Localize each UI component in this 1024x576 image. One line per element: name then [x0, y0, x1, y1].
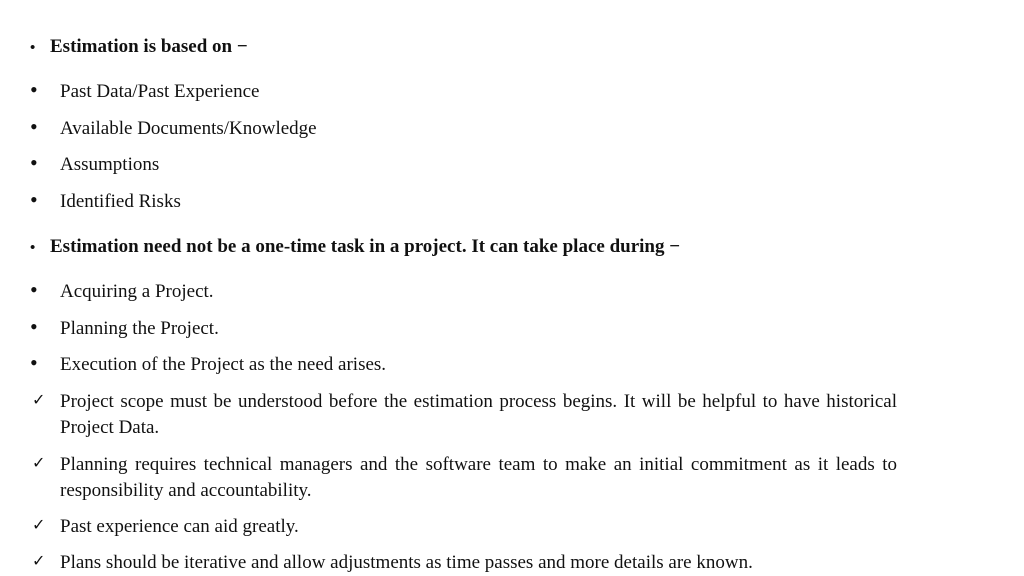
- check-item: [30, 452, 897, 504]
- list-item: [30, 152, 897, 178]
- check-item: [30, 389, 897, 441]
- checkmark-icon: ✓: [32, 551, 46, 570]
- check-item: [30, 514, 897, 540]
- check-item: [30, 550, 897, 576]
- list-item-text: Execution of the Project as the need arises.: [60, 354, 387, 375]
- section2-heading-text: Estimation need not be a one-time task in a project. It can take place during −: [50, 236, 681, 257]
- check-item-text: Plans should be iterative and allow adjustments as time passes and more details are known.: [60, 552, 753, 573]
- list-item: [30, 279, 897, 305]
- bullet-icon: •: [30, 314, 38, 339]
- checkmark-icon: ✓: [32, 515, 46, 534]
- bullet-icon: •: [30, 240, 36, 256]
- list-item-text: Acquiring a Project.: [60, 281, 214, 302]
- bullet-icon: •: [30, 187, 38, 212]
- checkmark-icon: ✓: [32, 390, 46, 409]
- bullet-icon: •: [30, 40, 36, 56]
- section1-heading-text: Estimation is based on −: [50, 36, 248, 57]
- check-item-text: Project scope must be understood before the estimation process begins. It will be helpful to have historical Project Data.: [60, 391, 897, 438]
- list-item-text: Identified Risks: [60, 191, 181, 212]
- list-item-text: Past Data/Past Experience: [60, 81, 260, 102]
- list-item-text: Planning the Project.: [60, 318, 219, 339]
- bullet-icon: •: [30, 277, 38, 302]
- list-item: [30, 189, 897, 215]
- checkmark-icon: ✓: [32, 453, 46, 472]
- bullet-icon: •: [30, 77, 38, 102]
- bullet-icon: •: [30, 114, 38, 139]
- bullet-icon: •: [30, 150, 38, 175]
- section2-heading: [30, 236, 680, 259]
- list-item: [30, 116, 897, 142]
- list-item: [30, 316, 897, 342]
- bullet-icon: •: [30, 350, 38, 375]
- list-item-text: Available Documents/Knowledge: [60, 118, 317, 139]
- check-item-text: Planning requires technical managers and the software team to make an initial commitment as it leads to responsibility and accountability.: [60, 454, 897, 501]
- list-item: [30, 79, 897, 105]
- check-item-text: Past experience can aid greatly.: [60, 516, 299, 537]
- section1-heading: [30, 36, 248, 59]
- list-item: [30, 352, 897, 378]
- list-item-text: Assumptions: [60, 154, 160, 175]
